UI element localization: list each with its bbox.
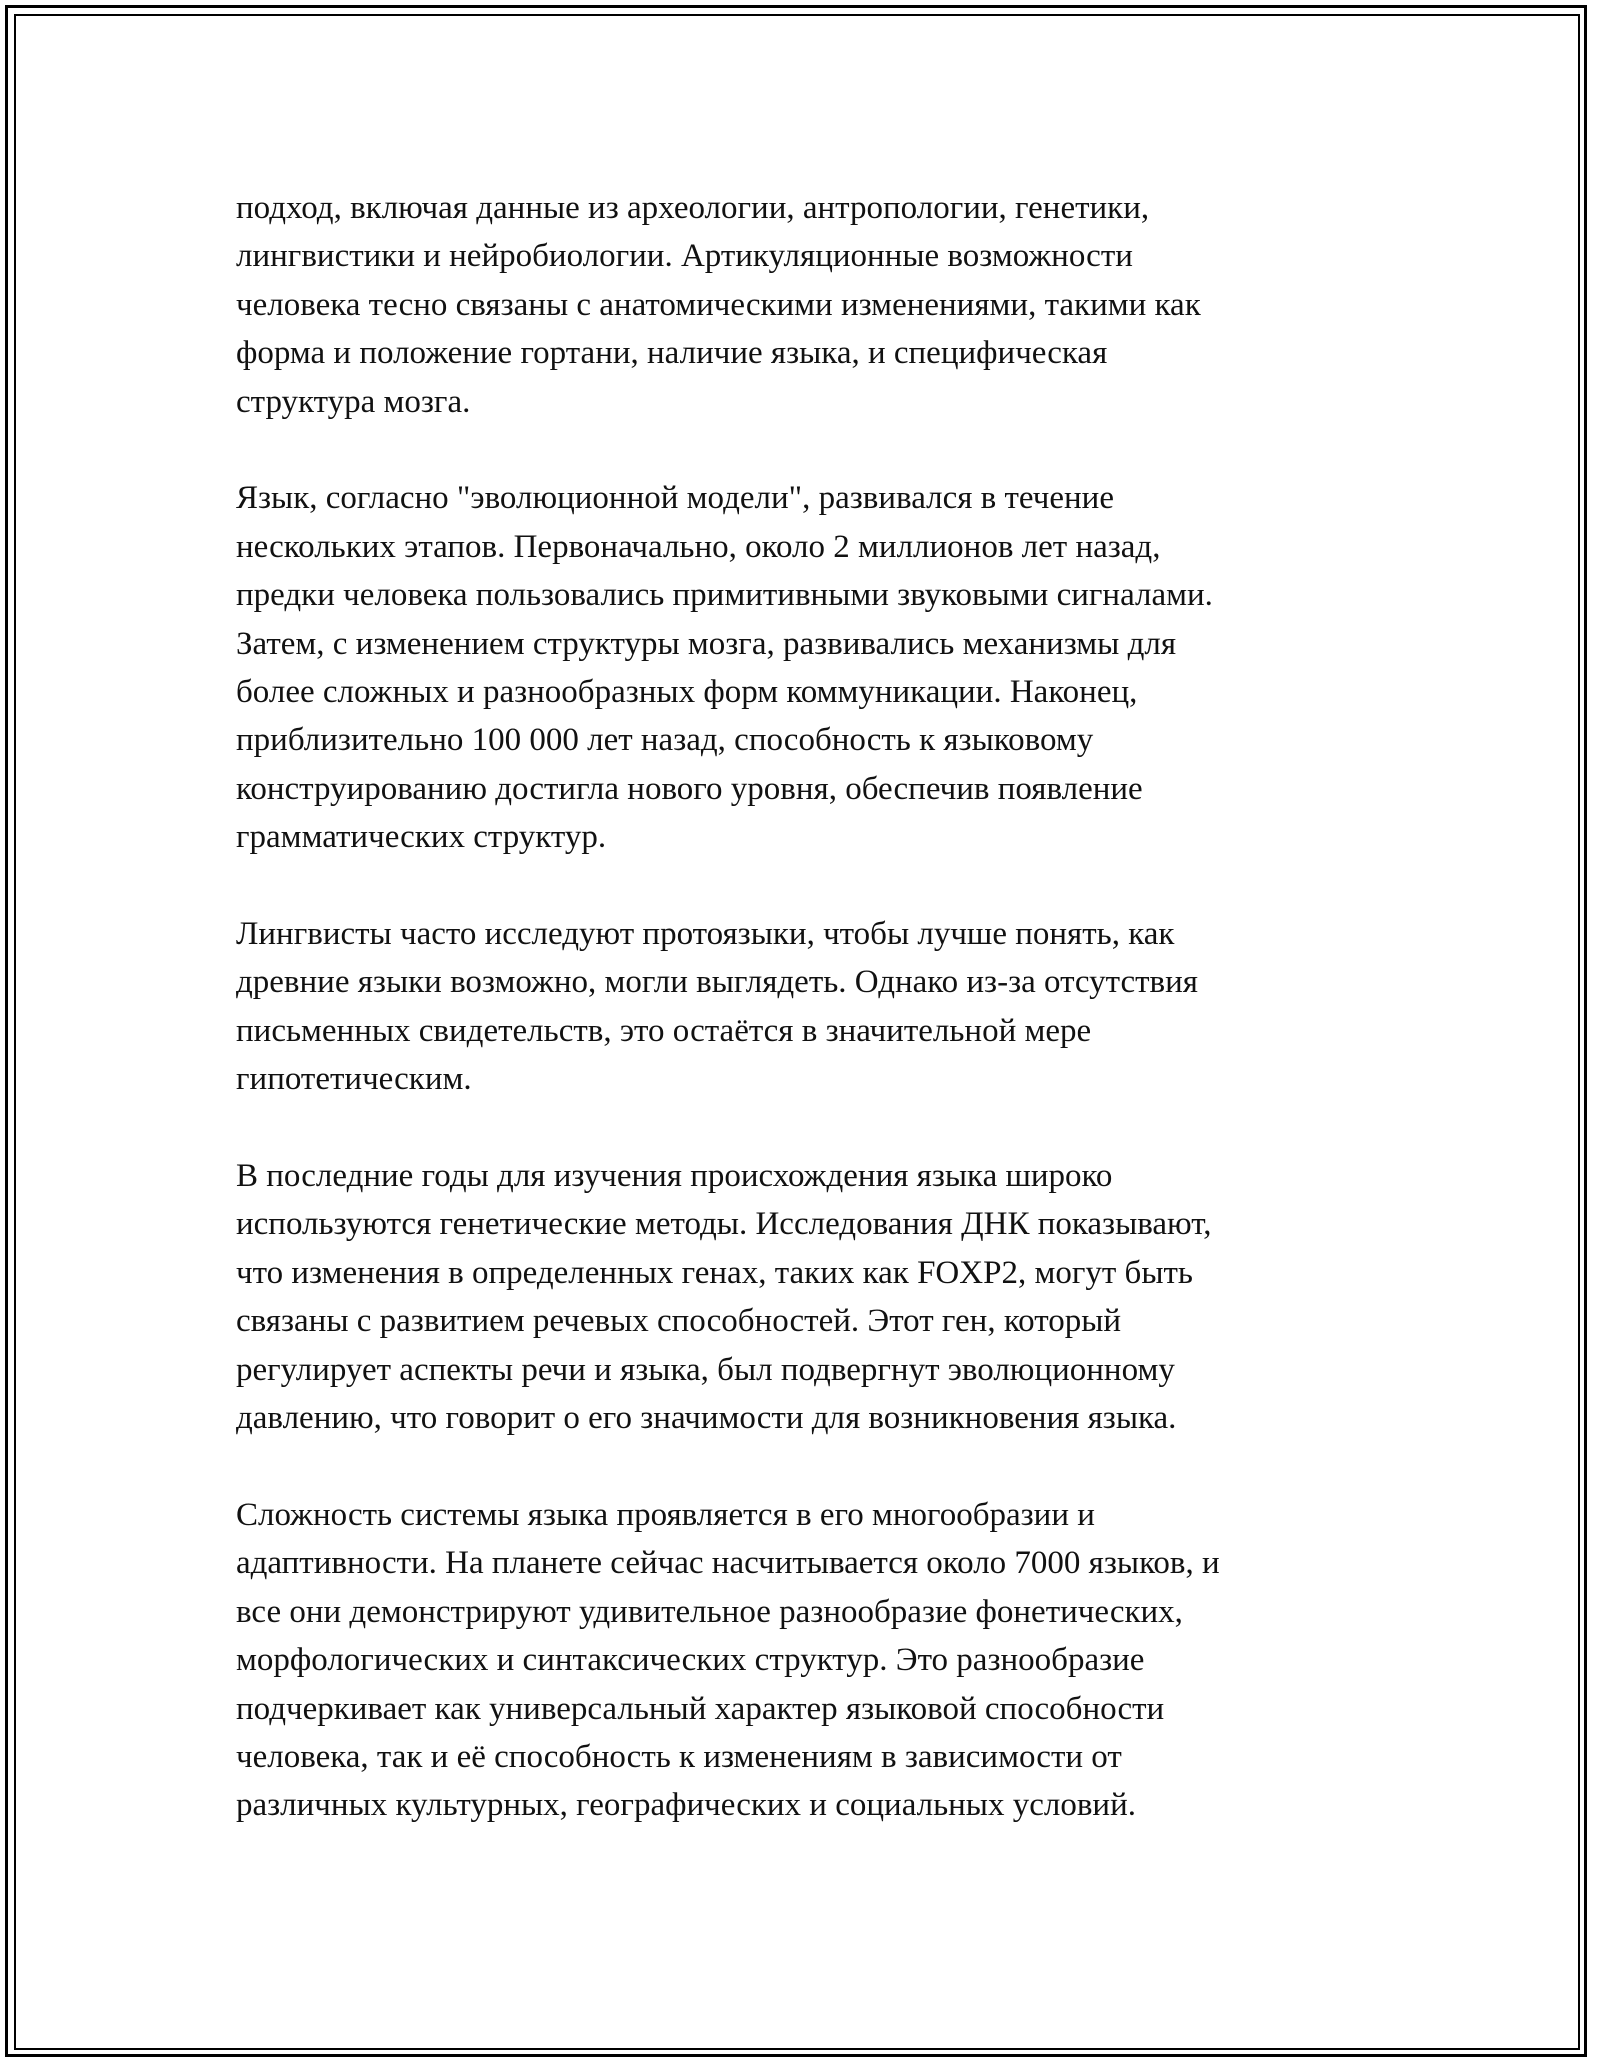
text-line: предки человека пользовались примитивными звуковыми сигналами.: [236, 577, 1213, 614]
text-line: Язык, согласно "эволюционной модели", развивался в течение: [236, 480, 1114, 517]
text-line: человека, так и её способность к изменениям в зависимости от: [236, 1738, 1122, 1775]
text-line: грамматических структур.: [236, 819, 607, 856]
text-line: адаптивности. На планете сейчас насчитывается около 7000 языков, и: [236, 1545, 1220, 1582]
paragraph-3: [236, 910, 1376, 1104]
text-line: письменных свидетельств, это остаётся в значительной мере: [236, 1012, 1092, 1049]
text-line: подход, включая данные из археологии, антропологии, генетики,: [236, 190, 1150, 226]
text-line: гипотетическим.: [236, 1061, 472, 1098]
text-line: В последние годы для изучения происхождения языка широко: [236, 1158, 1113, 1195]
text-line: конструированию достигла нового уровня, обеспечив появление: [236, 770, 1143, 807]
text-line: лингвистики и нейробиологии. Артикуляционные возможности: [236, 238, 1133, 275]
document-body: [236, 184, 1376, 1878]
text-line: структура мозга.: [236, 383, 471, 420]
text-line: что изменения в определенных генах, таких как FOXP2, могут быть: [236, 1254, 1193, 1291]
text-line: морфологических и синтаксических структур. Это разнообразие: [236, 1642, 1145, 1679]
text-line: регулирует аспекты речи и языка, был подвергнут эволюционному: [236, 1351, 1175, 1388]
text-line: используются генетические методы. Исследования ДНК показывают,: [236, 1206, 1212, 1243]
text-line: Лингвисты часто исследуют протоязыки, чтобы лучше понять, как: [236, 916, 1175, 953]
text-line: Затем, с изменением структуры мозга, развивались механизмы для: [236, 625, 1177, 662]
text-line: форма и положение гортани, наличие языка, и специфическая: [236, 335, 1108, 372]
text-line: Сложность системы языка проявляется в его многообразии и: [236, 1496, 1095, 1533]
paragraph-2: [236, 474, 1376, 861]
text-line: различных культурных, географических и социальных условий.: [236, 1787, 1136, 1824]
paragraph-5: [236, 1491, 1376, 1830]
text-line: приблизительно 100 000 лет назад, способность к языковому: [236, 722, 1094, 759]
text-line: древние языки возможно, могли выглядеть. Однако из-за отсутствия: [236, 964, 1198, 1001]
paragraph-4: [236, 1152, 1376, 1442]
text-line: человека тесно связаны с анатомическими изменениями, такими как: [236, 286, 1201, 323]
text-line: нескольких этапов. Первоначально, около 2 миллионов лет назад,: [236, 528, 1161, 565]
text-line: все они демонстрируют удивительное разнообразие фонетических,: [236, 1593, 1183, 1630]
text-line: более сложных и разнообразных форм коммуникации. Наконец,: [236, 674, 1138, 711]
text-line: давлению, что говорит о его значимости для возникновения языка.: [236, 1400, 1177, 1437]
text-line: связаны с развитием речевых способностей. Этот ген, который: [236, 1303, 1122, 1340]
text-line: подчеркивает как универсальный характер языковой способности: [236, 1690, 1165, 1727]
paragraph-1: [236, 184, 1376, 426]
